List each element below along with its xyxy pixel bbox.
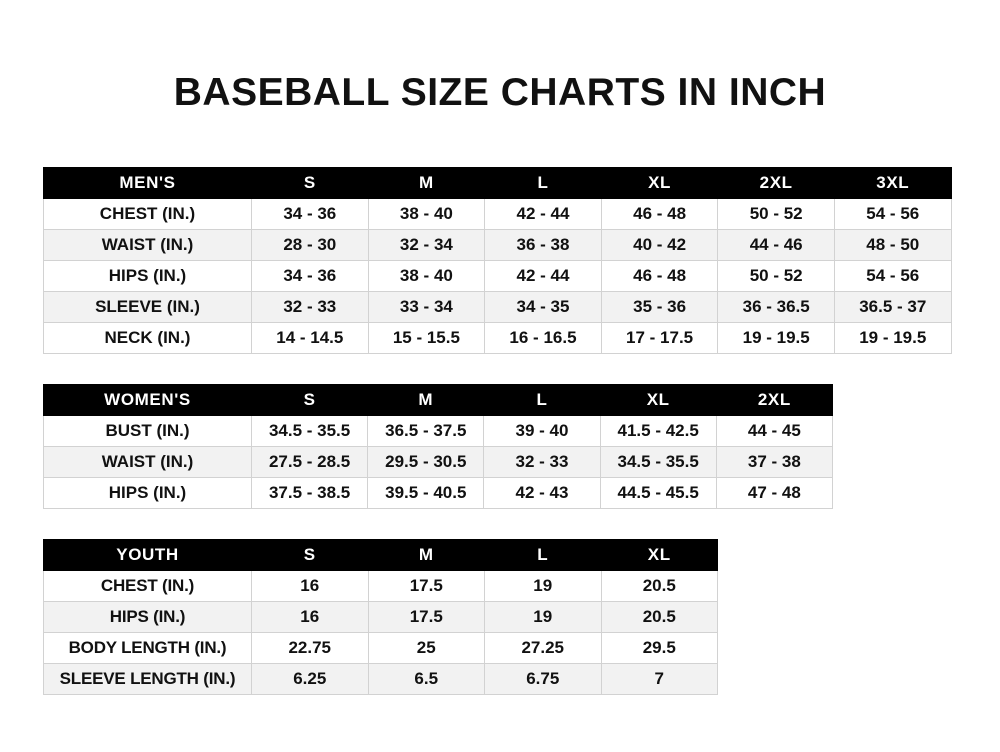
cell: 20.5 xyxy=(601,570,718,601)
womens-col-l: L xyxy=(484,384,600,415)
cell: 37 - 38 xyxy=(716,446,832,477)
table-header-row xyxy=(44,539,718,570)
row-label: HIPS (IN.) xyxy=(44,601,252,632)
row-label: NECK (IN.) xyxy=(44,322,252,353)
row-label: WAIST (IN.) xyxy=(44,446,252,477)
table-row xyxy=(44,291,952,322)
table-row xyxy=(44,477,833,508)
row-label: HIPS (IN.) xyxy=(44,260,252,291)
cell: 44 - 45 xyxy=(716,415,832,446)
cell: 34.5 - 35.5 xyxy=(252,415,368,446)
cell: 32 - 34 xyxy=(368,229,485,260)
cell: 34 - 35 xyxy=(485,291,602,322)
cell: 42 - 44 xyxy=(485,260,602,291)
cell: 29.5 - 30.5 xyxy=(368,446,484,477)
cell: 19 - 19.5 xyxy=(718,322,835,353)
womens-col-s: S xyxy=(252,384,368,415)
row-label: WAIST (IN.) xyxy=(44,229,252,260)
cell: 34 - 36 xyxy=(252,198,369,229)
womens-table-title: WOMEN'S xyxy=(44,384,252,415)
womens-col-m: M xyxy=(368,384,484,415)
cell: 39 - 40 xyxy=(484,415,600,446)
cell: 46 - 48 xyxy=(601,260,718,291)
mens-size-table xyxy=(43,167,952,354)
cell: 28 - 30 xyxy=(252,229,369,260)
youth-col-s: S xyxy=(252,539,369,570)
womens-size-table xyxy=(43,384,833,509)
mens-col-l: L xyxy=(485,167,602,198)
cell: 41.5 - 42.5 xyxy=(600,415,716,446)
cell: 35 - 36 xyxy=(601,291,718,322)
table-row xyxy=(44,260,952,291)
table-spacer xyxy=(43,509,957,539)
cell: 33 - 34 xyxy=(368,291,485,322)
cell: 54 - 56 xyxy=(834,198,951,229)
cell: 36.5 - 37 xyxy=(834,291,951,322)
cell: 17.5 xyxy=(368,601,485,632)
cell: 19 xyxy=(485,601,602,632)
cell: 48 - 50 xyxy=(834,229,951,260)
row-label: SLEEVE LENGTH (IN.) xyxy=(44,663,252,694)
cell: 38 - 40 xyxy=(368,260,485,291)
table-row xyxy=(44,198,952,229)
womens-col-xl: XL xyxy=(600,384,716,415)
cell: 40 - 42 xyxy=(601,229,718,260)
cell: 16 xyxy=(252,570,369,601)
cell: 32 - 33 xyxy=(252,291,369,322)
cell: 34 - 36 xyxy=(252,260,369,291)
mens-col-xl: XL xyxy=(601,167,718,198)
table-row xyxy=(44,415,833,446)
cell: 29.5 xyxy=(601,632,718,663)
table-row xyxy=(44,632,718,663)
cell: 19 - 19.5 xyxy=(834,322,951,353)
table-row xyxy=(44,322,952,353)
table-row xyxy=(44,601,718,632)
mens-col-m: M xyxy=(368,167,485,198)
cell: 32 - 33 xyxy=(484,446,600,477)
cell: 42 - 44 xyxy=(485,198,602,229)
cell: 36 - 36.5 xyxy=(718,291,835,322)
size-tables-container xyxy=(0,167,1000,695)
table-header-row xyxy=(44,167,952,198)
cell: 44 - 46 xyxy=(718,229,835,260)
page-title: BASEBALL SIZE CHARTS IN INCH xyxy=(173,71,827,114)
mens-col-s: S xyxy=(252,167,369,198)
table-row xyxy=(44,446,833,477)
cell: 7 xyxy=(601,663,718,694)
cell: 14 - 14.5 xyxy=(252,322,369,353)
cell: 50 - 52 xyxy=(718,198,835,229)
cell: 47 - 48 xyxy=(716,477,832,508)
youth-col-xl: XL xyxy=(601,539,718,570)
cell: 6.5 xyxy=(368,663,485,694)
cell: 50 - 52 xyxy=(718,260,835,291)
cell: 37.5 - 38.5 xyxy=(252,477,368,508)
womens-col-2xl: 2XL xyxy=(716,384,832,415)
row-label: SLEEVE (IN.) xyxy=(44,291,252,322)
mens-table-title: MEN'S xyxy=(44,167,252,198)
youth-size-table xyxy=(43,539,718,695)
mens-col-2xl: 2XL xyxy=(718,167,835,198)
table-row xyxy=(44,570,718,601)
youth-col-m: M xyxy=(368,539,485,570)
cell: 22.75 xyxy=(252,632,369,663)
cell: 6.25 xyxy=(252,663,369,694)
cell: 17.5 xyxy=(368,570,485,601)
cell: 36 - 38 xyxy=(485,229,602,260)
row-label: CHEST (IN.) xyxy=(44,198,252,229)
table-header-row xyxy=(44,384,833,415)
cell: 39.5 - 40.5 xyxy=(368,477,484,508)
cell: 44.5 - 45.5 xyxy=(600,477,716,508)
cell: 42 - 43 xyxy=(484,477,600,508)
cell: 16 - 16.5 xyxy=(485,322,602,353)
row-label: BODY LENGTH (IN.) xyxy=(44,632,252,663)
youth-table-title: YOUTH xyxy=(44,539,252,570)
row-label: CHEST (IN.) xyxy=(44,570,252,601)
youth-col-l: L xyxy=(485,539,602,570)
cell: 27.5 - 28.5 xyxy=(252,446,368,477)
mens-col-3xl: 3XL xyxy=(834,167,951,198)
table-row xyxy=(44,663,718,694)
cell: 27.25 xyxy=(485,632,602,663)
table-row xyxy=(44,229,952,260)
cell: 25 xyxy=(368,632,485,663)
cell: 46 - 48 xyxy=(601,198,718,229)
cell: 20.5 xyxy=(601,601,718,632)
cell: 34.5 - 35.5 xyxy=(600,446,716,477)
row-label: HIPS (IN.) xyxy=(44,477,252,508)
cell: 16 xyxy=(252,601,369,632)
cell: 6.75 xyxy=(485,663,602,694)
cell: 19 xyxy=(485,570,602,601)
cell: 54 - 56 xyxy=(834,260,951,291)
table-spacer xyxy=(43,354,957,384)
row-label: BUST (IN.) xyxy=(44,415,252,446)
cell: 17 - 17.5 xyxy=(601,322,718,353)
cell: 36.5 - 37.5 xyxy=(368,415,484,446)
cell: 38 - 40 xyxy=(368,198,485,229)
cell: 15 - 15.5 xyxy=(368,322,485,353)
